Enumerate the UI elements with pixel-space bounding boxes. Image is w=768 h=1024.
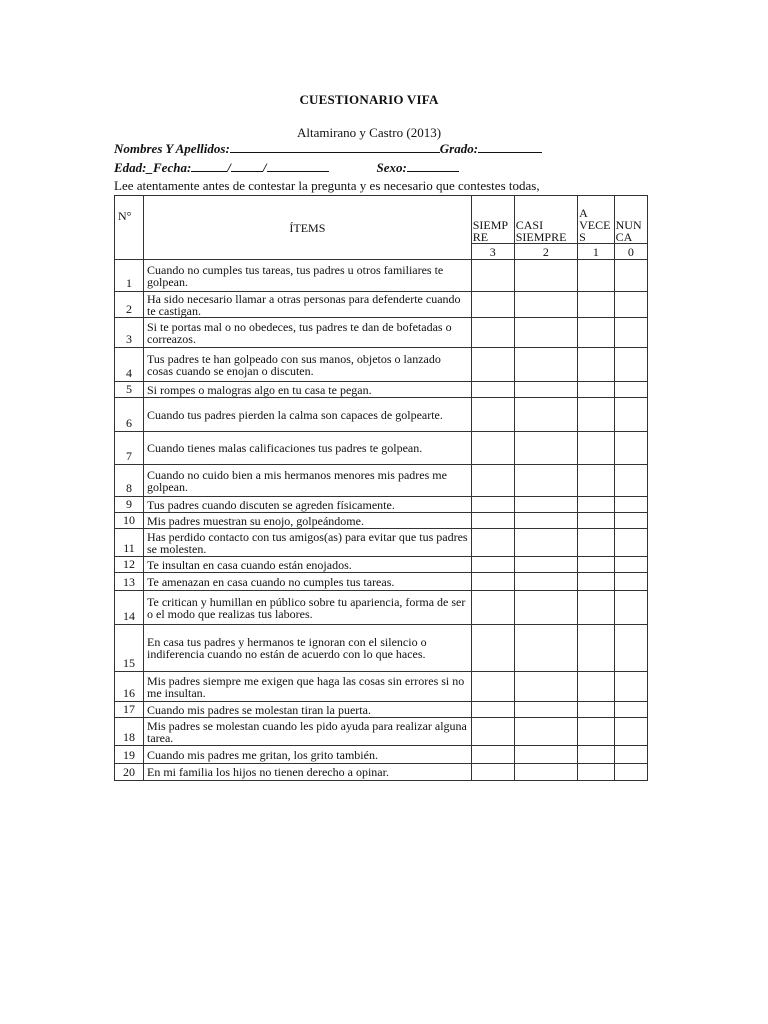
header-nunca: NUN CA (614, 196, 647, 244)
score-casi-siempre: 2 (514, 244, 577, 260)
item-number: 2 (115, 292, 144, 318)
fecha-year-field[interactable] (267, 160, 329, 172)
answer-cell-a-veces[interactable] (578, 529, 615, 557)
answer-cell-casi-siempre[interactable] (514, 529, 577, 557)
instructions: Lee atentamente antes de contestar la pregunta y es necesario que contestes todas, (114, 178, 540, 193)
sexo-field[interactable] (407, 160, 459, 172)
answer-cell-nunca[interactable] (614, 746, 647, 764)
answer-cell-casi-siempre[interactable] (514, 513, 577, 529)
item-number: 6 (115, 398, 144, 432)
fecha-day-field[interactable] (191, 160, 227, 172)
answer-cell-siempre[interactable] (471, 497, 514, 513)
item-text: Has perdido contacto con tus amigos(as) para evitar que tus padres se molesten. (144, 529, 472, 557)
answer-cell-a-veces[interactable] (578, 746, 615, 764)
item-text: Cuando mis padres se molestan tiran la puerta. (144, 702, 472, 718)
item-number: 18 (115, 718, 144, 746)
answer-cell-siempre[interactable] (471, 260, 514, 292)
item-number: 12 (115, 557, 144, 573)
table-row (115, 398, 648, 432)
answer-cell-nunca[interactable] (614, 529, 647, 557)
item-number: 11 (115, 529, 144, 557)
sexo-label: Sexo: (376, 160, 407, 175)
table-row (115, 465, 648, 497)
answer-cell-a-veces[interactable] (578, 382, 615, 398)
item-text: Cuando tus padres pierden la calma son capaces de golpearte. (144, 398, 472, 432)
answer-cell-siempre[interactable] (471, 348, 514, 382)
score-nunca: 0 (614, 244, 647, 260)
item-number: 15 (115, 625, 144, 672)
item-number: 3 (115, 318, 144, 348)
answer-cell-casi-siempre[interactable] (514, 573, 577, 591)
table-row (115, 702, 648, 718)
answer-cell-siempre[interactable] (471, 625, 514, 672)
item-number: 16 (115, 672, 144, 702)
table-row (115, 718, 648, 746)
table-row (115, 557, 648, 573)
table-row (115, 348, 648, 382)
item-number: 13 (115, 573, 144, 591)
grado-field[interactable] (478, 141, 542, 153)
answer-cell-siempre[interactable] (471, 573, 514, 591)
answer-cell-siempre[interactable] (471, 591, 514, 625)
item-number: 17 (115, 702, 144, 718)
answer-cell-casi-siempre[interactable] (514, 764, 577, 781)
answer-cell-casi-siempre[interactable] (514, 260, 577, 292)
item-number: 20 (115, 764, 144, 781)
item-number: 1 (115, 260, 144, 292)
answer-cell-nunca[interactable] (614, 497, 647, 513)
answer-cell-siempre[interactable] (471, 292, 514, 318)
answer-cell-casi-siempre[interactable] (514, 497, 577, 513)
table-header-row (115, 196, 648, 244)
item-number: 10 (115, 513, 144, 529)
authors-citation: Altamirano y Castro (2013) (296, 125, 442, 140)
answer-cell-casi-siempre[interactable] (514, 702, 577, 718)
answer-cell-nunca[interactable] (614, 625, 647, 672)
table-row (115, 497, 648, 513)
table-row (115, 764, 648, 781)
answer-cell-siempre[interactable] (471, 557, 514, 573)
item-text: En mi familia los hijos no tienen derecho a opinar. (144, 764, 472, 781)
score-a-veces: 1 (578, 244, 615, 260)
answer-cell-casi-siempre[interactable] (514, 318, 577, 348)
answer-cell-a-veces[interactable] (578, 465, 615, 497)
table-row (115, 513, 648, 529)
answer-cell-casi-siempre[interactable] (514, 557, 577, 573)
table-row (115, 318, 648, 348)
answer-cell-nunca[interactable] (614, 292, 647, 318)
item-text: Cuando no cuido bien a mis hermanos menores mis padres me golpean. (144, 465, 472, 497)
score-siempre: 3 (471, 244, 514, 260)
age-date-sex-line (114, 160, 459, 176)
answer-cell-nunca[interactable] (614, 513, 647, 529)
answer-cell-a-veces[interactable] (578, 513, 615, 529)
answer-cell-nunca[interactable] (614, 764, 647, 781)
item-text: Te critican y humillan en público sobre tu apariencia, forma de ser o el modo que realizas tus labores. (144, 591, 472, 625)
header-a-veces: A VECE S (578, 196, 615, 244)
nombres-label: Nombres Y Apellidos: (114, 141, 230, 156)
item-number: 19 (115, 746, 144, 764)
table-row (115, 672, 648, 702)
answer-cell-a-veces[interactable] (578, 764, 615, 781)
answer-cell-a-veces[interactable] (578, 260, 615, 292)
answer-cell-siempre[interactable] (471, 746, 514, 764)
item-text: Tus padres cuando discuten se agreden físicamente. (144, 497, 472, 513)
answer-cell-nunca[interactable] (614, 348, 647, 382)
answer-cell-casi-siempre[interactable] (514, 398, 577, 432)
item-text: Cuando no cumples tus tareas, tus padres u otros familiares te golpean. (144, 260, 472, 292)
answer-cell-a-veces[interactable] (578, 625, 615, 672)
date-separator: / (227, 160, 231, 175)
header-casi-siempre: CASI SIEMPRE (514, 196, 577, 244)
answer-cell-casi-siempre[interactable] (514, 348, 577, 382)
item-number: 9 (115, 497, 144, 513)
item-text: Mis padres se molestan cuando les pido ayuda para realizar alguna tarea. (144, 718, 472, 746)
item-number: 4 (115, 348, 144, 382)
answer-cell-a-veces[interactable] (578, 591, 615, 625)
answer-cell-a-veces[interactable] (578, 672, 615, 702)
answer-cell-a-veces[interactable] (578, 702, 615, 718)
table-row (115, 625, 648, 672)
header-siempre: SIEMP RE (471, 196, 514, 244)
answer-cell-nunca[interactable] (614, 432, 647, 465)
answer-cell-casi-siempre[interactable] (514, 591, 577, 625)
table-row (115, 382, 648, 398)
page-title: CUESTIONARIO VIFA (299, 92, 439, 107)
answer-cell-nunca[interactable] (614, 260, 647, 292)
answer-cell-a-veces[interactable] (578, 573, 615, 591)
answer-cell-siempre[interactable] (471, 764, 514, 781)
answer-cell-nunca[interactable] (614, 557, 647, 573)
answer-cell-nunca[interactable] (614, 573, 647, 591)
fecha-month-field[interactable] (231, 160, 263, 172)
answer-cell-nunca[interactable] (614, 702, 647, 718)
answer-cell-casi-siempre[interactable] (514, 465, 577, 497)
answer-cell-siempre[interactable] (471, 398, 514, 432)
answer-cell-siempre[interactable] (471, 432, 514, 465)
item-number: 7 (115, 432, 144, 465)
item-text: Ha sido necesario llamar a otras personas para defenderte cuando te castigan. (144, 292, 472, 318)
answer-cell-siempre[interactable] (471, 465, 514, 497)
edad-label: Edad: (114, 160, 147, 175)
header-items: ÍTEMS (144, 196, 472, 260)
item-text: Cuando tienes malas calificaciones tus padres te golpean. (144, 432, 472, 465)
answer-cell-nunca[interactable] (614, 318, 647, 348)
answer-cell-a-veces[interactable] (578, 398, 615, 432)
date-separator: / (262, 160, 267, 175)
item-text: Mis padres muestran su enojo, golpeándome. (144, 513, 472, 529)
answer-cell-nunca[interactable] (614, 672, 647, 702)
answer-cell-a-veces[interactable] (578, 497, 615, 513)
fecha-label: _Fecha: (146, 160, 192, 175)
answer-cell-a-veces[interactable] (578, 718, 615, 746)
answer-cell-a-veces[interactable] (578, 557, 615, 573)
answer-cell-casi-siempre[interactable] (514, 432, 577, 465)
answer-cell-casi-siempre[interactable] (514, 382, 577, 398)
answer-cell-casi-siempre[interactable] (514, 292, 577, 318)
answer-cell-nunca[interactable] (614, 382, 647, 398)
item-text: Si rompes o malogras algo en tu casa te pegan. (144, 382, 472, 398)
answer-cell-siempre[interactable] (471, 672, 514, 702)
answer-cell-a-veces[interactable] (578, 292, 615, 318)
answer-cell-siempre[interactable] (471, 529, 514, 557)
table-row (115, 591, 648, 625)
item-text: Si te portas mal o no obedeces, tus padres te dan de bofetadas o correazos. (144, 318, 472, 348)
answer-cell-siempre[interactable] (471, 718, 514, 746)
table-row (115, 573, 648, 591)
item-text: Te insultan en casa cuando están enojados. (144, 557, 472, 573)
answer-cell-casi-siempre[interactable] (514, 625, 577, 672)
item-text: Cuando mis padres me gritan, los grito también. (144, 746, 472, 764)
table-row (115, 746, 648, 764)
item-number: 8 (115, 465, 144, 497)
answer-cell-siempre[interactable] (471, 702, 514, 718)
item-text: Tus padres te han golpeado con sus manos, objetos o lanzado cosas cuando se enojan o discuten. (144, 348, 472, 382)
answer-cell-a-veces[interactable] (578, 348, 615, 382)
item-text: Te amenazan en casa cuando no cumples tus tareas. (144, 573, 472, 591)
nombres-field[interactable] (230, 141, 440, 153)
table-row (115, 529, 648, 557)
answer-cell-siempre[interactable] (471, 382, 514, 398)
answer-cell-a-veces[interactable] (578, 318, 615, 348)
answer-cell-casi-siempre[interactable] (514, 672, 577, 702)
item-number: 14 (115, 591, 144, 625)
answer-cell-casi-siempre[interactable] (514, 746, 577, 764)
item-text: Mis padres siempre me exigen que haga las cosas sin errores si no me insultan. (144, 672, 472, 702)
answer-cell-siempre[interactable] (471, 513, 514, 529)
answer-cell-nunca[interactable] (614, 718, 647, 746)
table-row (115, 432, 648, 465)
answer-cell-casi-siempre[interactable] (514, 718, 577, 746)
name-grade-line (114, 141, 542, 157)
answer-cell-a-veces[interactable] (578, 432, 615, 465)
questionnaire-table (114, 195, 648, 781)
table-row (115, 260, 648, 292)
item-text: En casa tus padres y hermanos te ignoran con el silencio o indiferencia cuando no están de acuerdo con lo que haces. (144, 625, 472, 672)
item-number: 5 (115, 382, 144, 398)
answer-cell-nunca[interactable] (614, 591, 647, 625)
table-row (115, 292, 648, 318)
grado-label: Grado: (439, 141, 479, 156)
header-num: N° (115, 196, 144, 260)
answer-cell-nunca[interactable] (614, 465, 647, 497)
answer-cell-siempre[interactable] (471, 318, 514, 348)
answer-cell-nunca[interactable] (614, 398, 647, 432)
